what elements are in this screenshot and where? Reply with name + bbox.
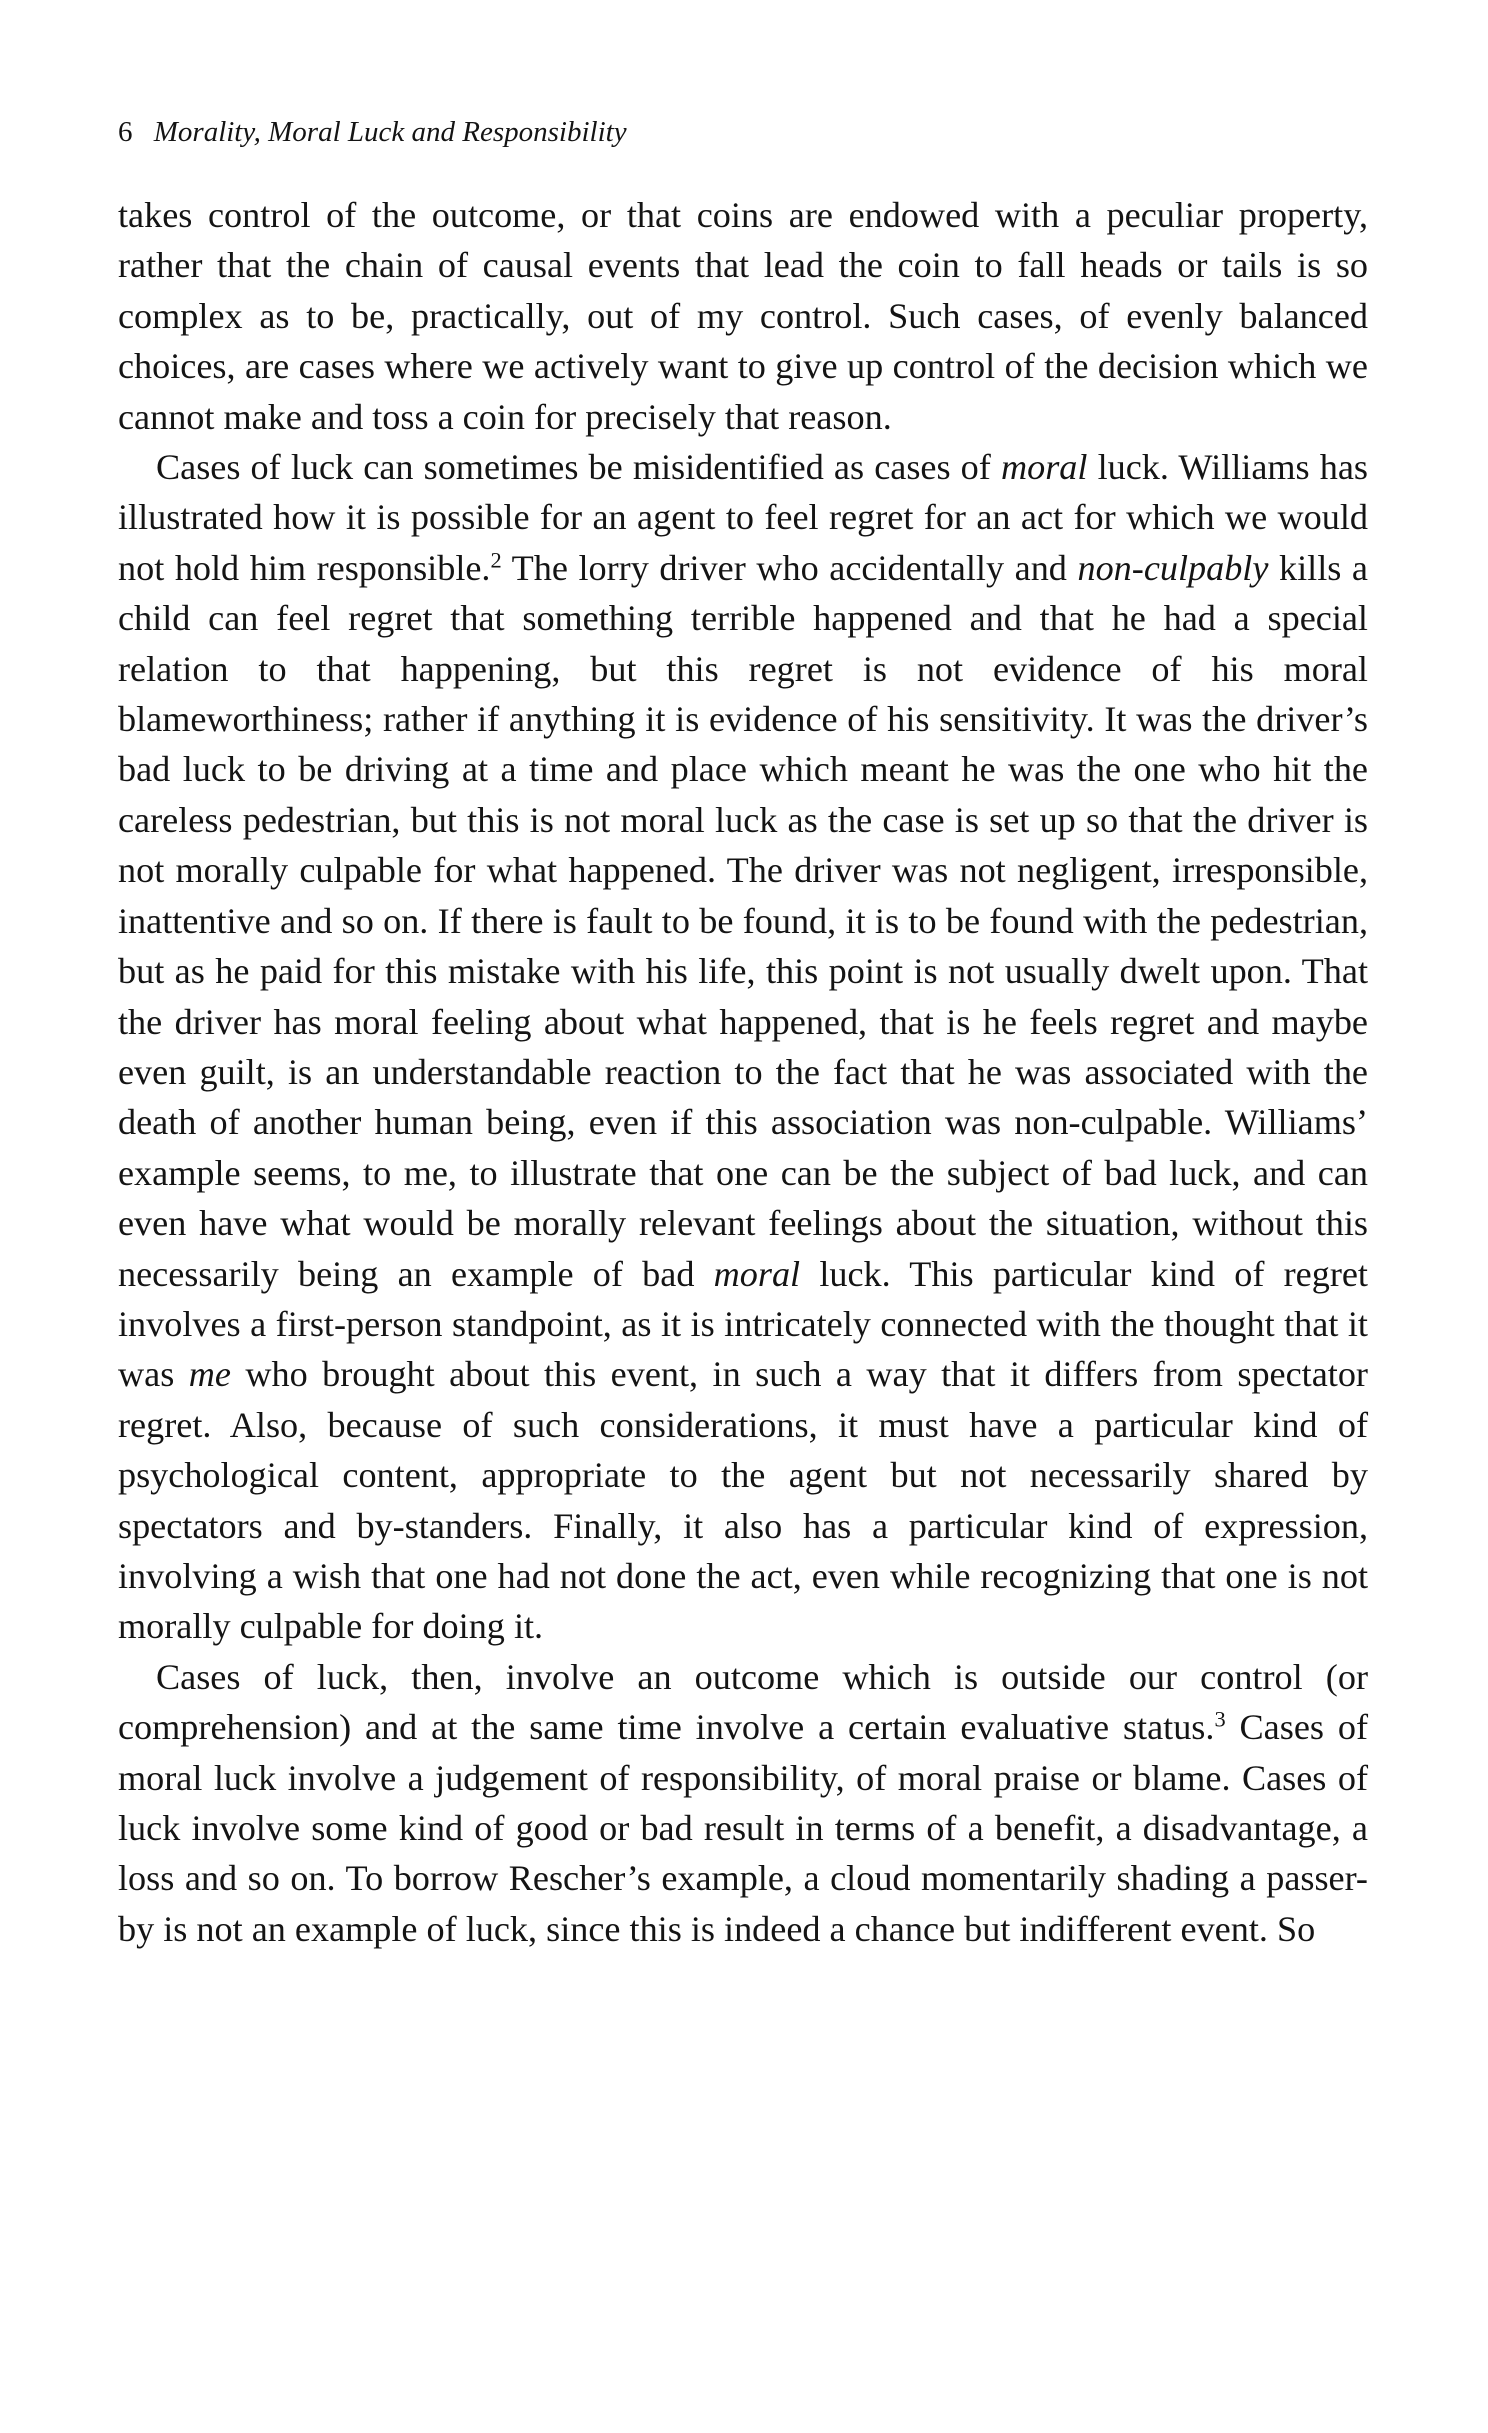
book-page: [118, 112, 1368, 1954]
text-run: luck. This particular kind of regret involves a first-person standpoint, as it is intricately connected with the thought that it was: [118, 1253, 1368, 1395]
text-run: takes control of the outcome, or that coins are endowed with a peculiar property, rather that the chain of causal events that lead the coin to fall heads or tails is so complex as to be, practically, out of my control. Such cases, of evenly balanced choices, are cases where we actively want to give up control of the decision which we cannot make and toss a coin for precisely that reason.: [118, 195, 1368, 437]
emphasis-text: moral: [1000, 447, 1088, 488]
body-text: [118, 190, 1368, 1954]
paragraph: [118, 1652, 1368, 1954]
page-number: 6: [118, 116, 133, 148]
text-run: Cases of luck, then, involve an outcome which is outside our control (or comprehension) and at the same time involve a certain evaluative status.: [118, 1656, 1368, 1748]
footnote-marker: 3: [1214, 1706, 1226, 1732]
text-run: Cases of luck can sometimes be misidentified as cases of: [156, 447, 1001, 488]
text-run: Cases of moral luck involve a judgement of responsibility, of moral praise or blame. Cases of luck involve some kind of good or bad result in terms of a benefit, a disadvantage, a loss and so on. To borrow Rescher’s example, a cloud momentarily shading a passer-by is not an example of luck, since this is indeed a chance but indifferent event. So: [118, 1707, 1368, 1949]
text-run: The lorry driver who accidentally and: [501, 547, 1078, 588]
paragraph: [118, 190, 1368, 442]
running-head: [118, 112, 1368, 152]
paragraph: [118, 442, 1368, 1652]
footnote-marker: 2: [490, 547, 502, 573]
emphasis-text: moral: [713, 1253, 801, 1294]
emphasis-text: me: [188, 1354, 231, 1395]
emphasis-text: non-culpably: [1077, 547, 1269, 588]
text-run: who brought about this event, in such a way that it differs from spectator regret. Also, because of such considerations, it must have a particular kind of psychological content, appropriate to the agent but not necessarily shared by spectators and by-standers. Finally, it also has a particular kind of expression, involving a wish that one had not done the act, even while recognizing that one is not morally culpable for doing it.: [118, 1354, 1368, 1647]
text-run: kills a child can feel regret that something terrible happened and that he had a special relation to that happening, but this regret is not evidence of his moral blameworthiness; rather if anything it is evidence of his sensitivity. It was the driver’s bad luck to be driving at a time and place which meant he was the one who hit the careless pedestrian, but this is not moral luck as the case is set up so that the driver is not morally culpable for what happened. The driver was not negligent, irresponsible, inattentive and so on. If there is fault to be found, it is to be found with the pedestrian, but as he paid for this mistake with his life, this point is not usually dwelt upon. That the driver has moral feeling about what happened, that is he feels regret and maybe even guilt, is an understandable reaction to the fact that he was associated with the death of another human being, even if this association was non-culpable. Williams’ example seems, to me, to illustrate that one can be the subject of bad luck, and can even have what would be morally relevant feelings about the situation, without this necessarily being an example of bad: [118, 547, 1368, 1294]
text-run: luck. Williams has illustrated how it is possible for an agent to feel regret for an act for which we would not hold him responsible.: [118, 447, 1368, 588]
book-title: Morality, Moral Luck and Responsibility: [153, 116, 627, 148]
